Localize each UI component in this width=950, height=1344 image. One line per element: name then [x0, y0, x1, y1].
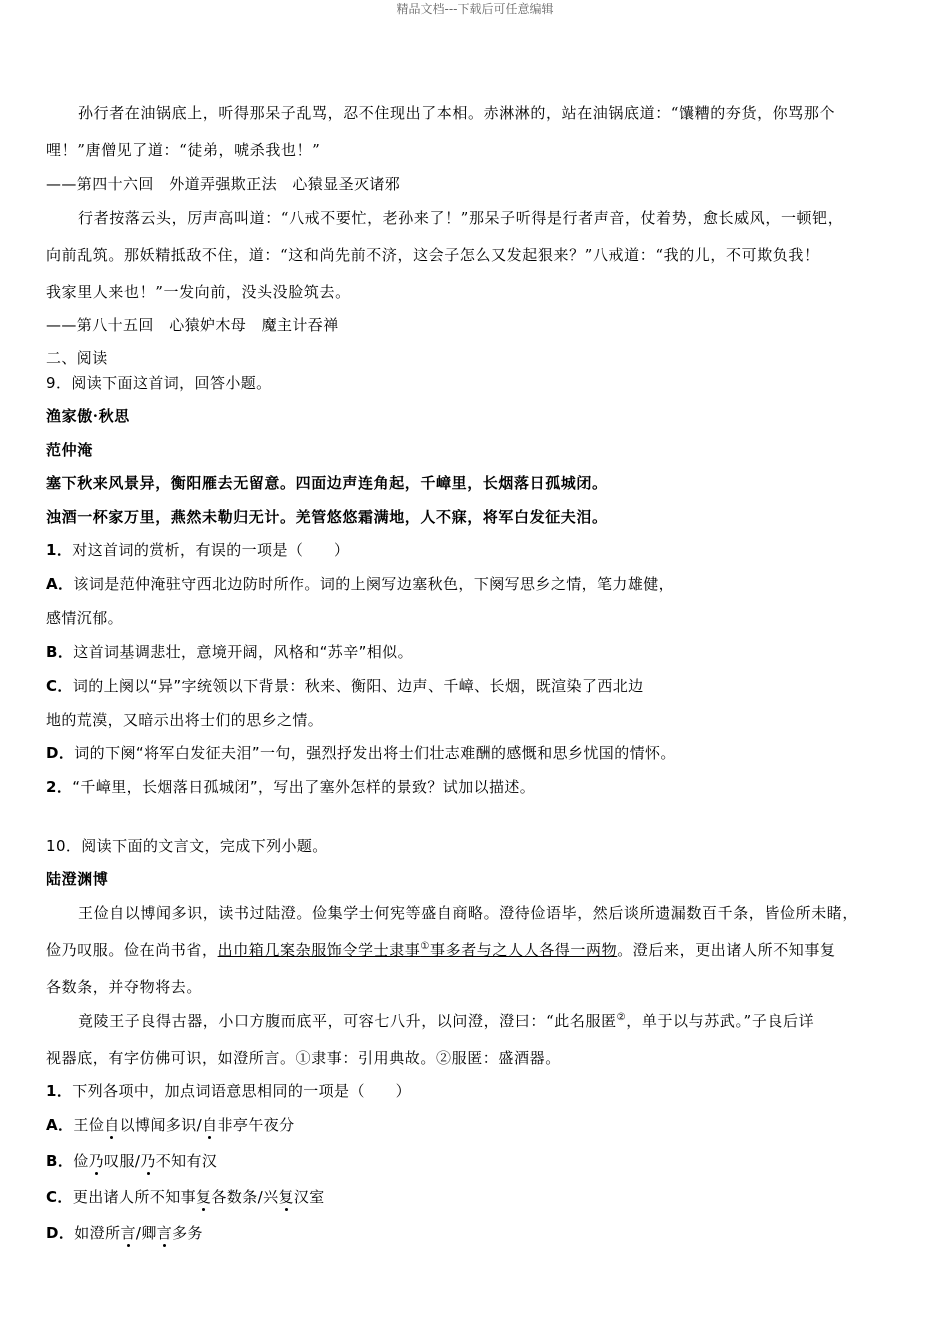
- option-b-key: B．: [46, 643, 74, 661]
- option-a-text: 该词是范仲淹驻守西北边防时所作。词的上阕写边塞秋色，下阕写思乡之情，笔力雄健，: [73, 575, 675, 593]
- q9-option-b: [46, 641, 413, 662]
- poem-line2: 浊酒一杯家万里，燕然未勒归无计。羌管悠悠霜满地，人不寐，将军白发征夫泪。: [46, 508, 608, 526]
- option-text: 不知有汉: [155, 1152, 218, 1170]
- q9-sub1-number: 1．: [46, 541, 73, 559]
- q10-option-a: [46, 1114, 295, 1135]
- passage-line4-end: ，单于以与苏武。”子良后详: [626, 1012, 815, 1030]
- dotted-word: 乃: [140, 1152, 156, 1170]
- dotted-word: 自: [202, 1116, 218, 1134]
- option-b-text: 这首词基调悲壮，意境开阔，风格和“苏辛”相似。: [73, 643, 413, 661]
- poem-line1: 塞下秋来风景异，衡阳雁去无留意。四面边声连角起，千嶂里，长烟落日孤城闭。: [46, 474, 608, 492]
- excerpt1-line2: 哩！”唐僧见了道：“徒弟，唬杀我也！”: [46, 141, 321, 159]
- q10-option-b: [46, 1150, 217, 1171]
- passage-title: 陆澄渊博: [46, 870, 109, 888]
- footnote-ref-1: ①: [420, 941, 430, 952]
- q9-sub1: [46, 539, 349, 560]
- q10-option-c: [46, 1186, 325, 1207]
- underlined-part2: 事多者与之人人各得一两物: [430, 941, 618, 959]
- passage-line2-end: 。澄后来，更出诸人所不知事复: [617, 941, 836, 959]
- dotted-word: 复: [278, 1188, 294, 1206]
- underlined-part1: 出巾箱几案杂服饰令学士隶事: [217, 941, 421, 959]
- q9-intro: 9．阅读下面这首词，回答小题。: [46, 374, 272, 392]
- option-b-key: B．: [46, 1152, 74, 1170]
- underlined-sentence: [218, 941, 618, 959]
- dotted-word: 言: [120, 1224, 136, 1242]
- dotted-word: 乃: [88, 1152, 105, 1170]
- option-text: 非亭午夜分: [217, 1116, 295, 1134]
- page-header: 精品文档---下载后可任意编辑: [396, 2, 554, 16]
- dotted-word: 自: [104, 1116, 120, 1134]
- footnote-ref-2: ②: [616, 1012, 627, 1023]
- option-text: 俭: [73, 1152, 89, 1170]
- option-text: 叹服/: [104, 1152, 141, 1170]
- poem-title: 渔家傲·秋思: [46, 407, 130, 425]
- excerpt1-line1: 孙行者在油锅底上，听得那呆子乱骂，忍不住现出了本相。赤淋淋的，站在油锅底道：“馕糟的夯货，你骂那个: [78, 104, 836, 122]
- q10-intro: 10．阅读下面的文言文，完成下列小题。: [46, 837, 328, 855]
- passage-line4: [78, 1010, 814, 1031]
- q9-sub1-text: 对这首词的赏析，有误的一项是（ ）: [72, 541, 350, 559]
- q9-option-c: [46, 675, 644, 696]
- option-text: 王俭: [73, 1116, 105, 1134]
- q9-option-c-cont: 地的荒漠，又暗示出将士们的思乡之情。: [46, 711, 324, 729]
- q10-sub1: [46, 1080, 411, 1101]
- excerpt2-line3: 我家里人来也！”一发向前，没头没脸筑去。: [46, 283, 351, 301]
- option-text: 多务: [172, 1224, 203, 1242]
- option-d-text: 词的下阕“将军白发征夫泪”一句，强烈抒发出将士们壮志难酬的感慨和思乡忧国的情怀。: [74, 744, 676, 762]
- option-text: 以博闻多识/: [119, 1116, 203, 1134]
- passage-line1: 王俭自以博闻多识，读书过陆澄。俭集学士何宪等盛自商略。澄待俭语毕，然后谈所遗漏数百千条，皆俭所未睹，: [78, 904, 859, 922]
- dotted-word: 复: [196, 1188, 212, 1206]
- q9-sub2-text: “千嶂里，长烟落日孤城闭”，写出了塞外怎样的景致？试加以描述。: [72, 778, 536, 796]
- option-a-key: A．: [46, 575, 74, 593]
- passage-line5: 视器底，有字仿佛可识，如澄所言。①隶事：引用典故。②服匿：盛酒器。: [46, 1049, 561, 1067]
- option-d-key: D．: [46, 1224, 75, 1242]
- q9-sub2: [46, 776, 535, 797]
- excerpt2-source: ——第八十五回 心猿妒木母 魔主计吞禅: [46, 316, 339, 334]
- option-text: 汉室: [293, 1188, 325, 1206]
- q9-sub2-number: 2．: [46, 778, 73, 796]
- option-c-text: 词的上阕以“异”字统领以下背景：秋来、衡阳、边声、千嶂、长烟，既渲染了西北边: [72, 677, 644, 695]
- q10-sub1-text: 下列各项中，加点词语意思相同的一项是（ ）: [72, 1082, 412, 1100]
- q9-option-d: [46, 742, 676, 763]
- option-text: 更出诸人所不知事: [72, 1188, 197, 1206]
- excerpt2-line2: 向前乱筑。那妖精抵敌不住，道：“这和尚先前不济，这会子怎么又发起狠来？”八戒道：“我的儿，不可欺负我！: [46, 246, 820, 264]
- poem-author: 范仲淹: [46, 441, 93, 459]
- dotted-word: 言: [156, 1224, 173, 1242]
- option-a-key: A．: [46, 1116, 74, 1134]
- passage-line4-start: 竟陵王子良得古器，小口方腹而底平，可容七八升，以问澄，澄曰：“此名服匿: [78, 1012, 617, 1030]
- option-text: 如澄所: [74, 1224, 121, 1242]
- q9-option-a-cont: 感情沉郁。: [46, 609, 124, 627]
- q10-option-d: [46, 1222, 203, 1243]
- passage-line3: 各数条，并夺物将去。: [46, 978, 203, 996]
- q10-sub1-number: 1．: [46, 1082, 73, 1100]
- option-c-key: C．: [46, 677, 73, 695]
- excerpt1-source: ——第四十六回 外道弄强欺正法 心猿显圣灭诸邪: [46, 175, 401, 193]
- q9-option-a: [46, 573, 674, 594]
- passage-line2-start: 俭乃叹服。俭在尚书省，: [46, 941, 218, 959]
- option-text: 各数条/兴: [211, 1188, 279, 1206]
- option-text: /卿: [135, 1224, 157, 1242]
- section-title: 二、阅读: [46, 349, 108, 367]
- option-c-key: C．: [46, 1188, 73, 1206]
- passage-line2: [46, 939, 836, 960]
- option-d-key: D．: [46, 744, 75, 762]
- excerpt2-line1: 行者按落云头，厉声高叫道：“八戒不要忙，老孙来了！”那呆子听得是行者声音，仗着势，愈长威风，一顿钯，: [78, 209, 844, 227]
